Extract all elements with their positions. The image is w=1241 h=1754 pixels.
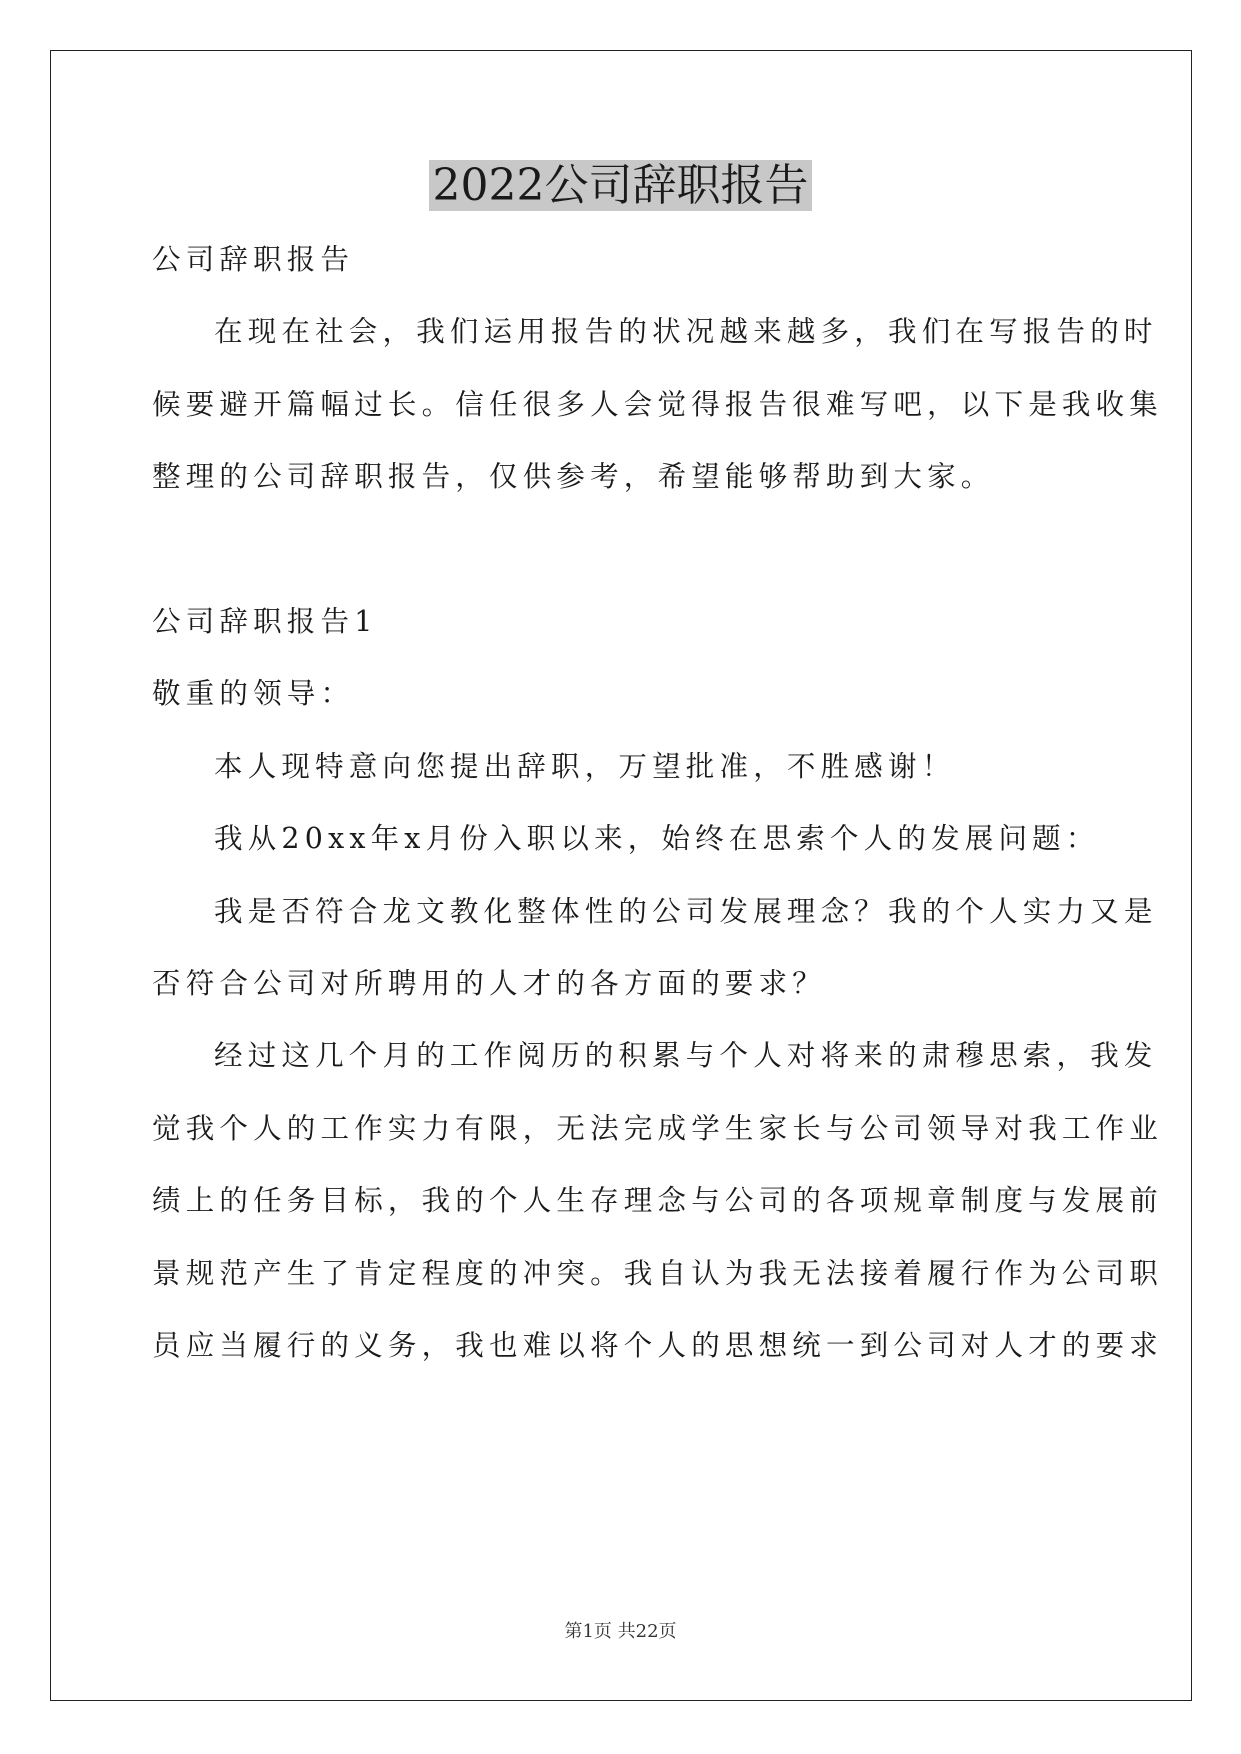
page-footer: 第1页 共22页 (564, 1621, 677, 1642)
intro-line-1: 在现在社会，我们运用报告的状况越来越多，我们在写报告的时 (214, 315, 1158, 348)
body-line-5: 经过这几个月的工作阅历的积累与个人对将来的肃穆思索，我发 (214, 1039, 1158, 1072)
section-title: 公司辞职报告1 (152, 605, 378, 638)
page-border (50, 50, 1192, 1701)
body-line-2: 我从20xx年x月份入职以来，始终在思索个人的发展问题： (214, 822, 1100, 855)
body-line-6: 觉我个人的工作实力有限，无法完成学生家长与公司领导对我工作业 (152, 1112, 1164, 1145)
body-line-7: 绩上的任务目标，我的个人生存理念与公司的各项规章制度与发展前 (152, 1184, 1164, 1217)
body-line-3: 我是否符合龙文教化整体性的公司发展理念？我的个人实力又是 (214, 895, 1158, 928)
salutation: 敬重的领导： (152, 677, 355, 710)
body-line-4: 否符合公司对所聘用的人才的各方面的要求？ (152, 967, 827, 1000)
body-line-8: 景规范产生了肯定程度的冲突。我自认为我无法接着履行作为公司职 (152, 1257, 1164, 1290)
subtitle: 公司辞职报告 (152, 243, 355, 276)
body-line-1: 本人现特意向您提出辞职，万望批准，不胜感谢！ (214, 750, 956, 783)
intro-line-3: 整理的公司辞职报告，仅供参考，希望能够帮助到大家。 (152, 460, 995, 493)
document-title (0, 158, 1241, 214)
document-title-text: 2022公司辞职报告 (429, 160, 813, 211)
intro-line-2: 候要避开篇幅过长。信任很多人会觉得报告很难写吧，以下是我收集 (152, 388, 1164, 421)
body-line-9: 员应当履行的义务，我也难以将个人的思想统一到公司对人才的要求 (152, 1329, 1164, 1362)
